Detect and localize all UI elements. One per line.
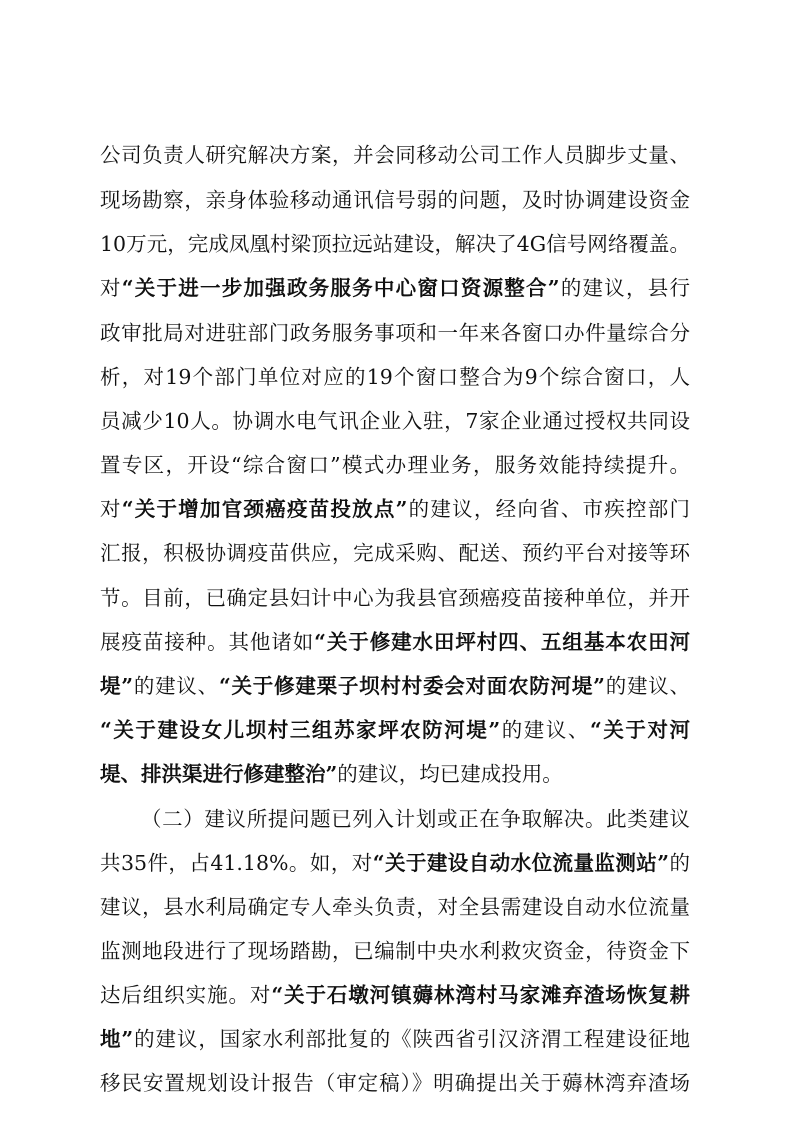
text-run: 的建议、 xyxy=(604,674,690,698)
bold-title: “关于修建水田坪村四、五组基本农田河 xyxy=(314,630,690,654)
text-run: 的建议，均已建成投用。 xyxy=(337,762,563,786)
text-line xyxy=(100,533,690,573)
text-line xyxy=(100,313,690,353)
text-line xyxy=(100,975,690,1015)
text-line xyxy=(100,357,690,397)
text-run: 置专区，开设“综合窗口”模式办理业务，服务效能持续提升。 xyxy=(100,453,690,477)
bold-title: 堤、排洪渠进行修建整治” xyxy=(100,762,338,786)
text-line xyxy=(100,754,690,794)
text-line xyxy=(100,931,690,971)
text-run: 共35件，占41.18%。如，对 xyxy=(100,851,373,875)
text-run: 员减少10人。协调水电气讯企业入驻，7家企业通过授权共同设 xyxy=(100,409,690,433)
bold-title: “关于石墩河镇薅林湾村马家滩弃渣场恢复耕 xyxy=(271,983,690,1007)
text-run: 的建议、 xyxy=(133,674,219,698)
bold-title: 堤” xyxy=(100,674,134,698)
text-run: 析，对19个部门单位对应的19个窗口整合为9个综合窗口，人 xyxy=(100,365,690,389)
text-run: 现场勘察，亲身体验移动通讯信号弱的问题，及时协调建设资金 xyxy=(100,188,690,212)
text-run: 10万元，完成凤凰村梁顶拉远站建设，解决了4G信号网络覆盖。 xyxy=(100,232,690,256)
bold-title: “关于进一步加强政务服务中心窗口资源整合” xyxy=(121,276,560,300)
text-line xyxy=(100,401,690,441)
text-line xyxy=(100,843,690,883)
text-run: 监测地段进行了现场踏勘，已编制中央水利救灾资金，待资金下 xyxy=(100,939,690,963)
text-line xyxy=(100,622,690,662)
text-run: 的建议，经向省、市疾控部门 xyxy=(407,497,690,521)
bold-title: “关于对河 xyxy=(589,718,690,742)
text-run: 对 xyxy=(100,497,122,521)
text-run: 展疫苗接种。其他诸如 xyxy=(100,630,315,654)
text-line xyxy=(100,666,690,706)
text-line xyxy=(100,1019,690,1059)
text-line xyxy=(100,180,690,220)
text-run: 达后组织实施。对 xyxy=(100,983,272,1007)
text-line xyxy=(100,887,690,927)
text-run: 建议，县水利局确定专人牵头负责，对全县需建设自动水位流量 xyxy=(100,895,690,919)
text-run: 的建议、 xyxy=(500,718,590,742)
text-run: 节。目前，已确定县妇计中心为我县官颈癌疫苗接种单位，并开 xyxy=(100,586,690,610)
text-line xyxy=(141,799,690,839)
text-run: 移民安置规划设计报告（审定稿）》明确提出关于薅林湾弃渣场 xyxy=(100,1071,690,1095)
text-run: （二）建议所提问题已列入计划或正在争取解决。此类建议 xyxy=(141,807,690,831)
text-line xyxy=(100,489,690,529)
text-line xyxy=(100,445,690,485)
bold-title: “关于建设女儿坝村三组苏家坪农防河堤” xyxy=(100,718,501,742)
text-run: 政审批局对进驻部门政务服务事项和一年来各窗口办件量综合分 xyxy=(100,321,690,345)
bold-title: “关于建设自动水位流量监测站” xyxy=(372,851,670,875)
bold-title: “关于增加官颈癌疫苗投放点” xyxy=(121,497,408,521)
text-line xyxy=(100,268,690,308)
text-line xyxy=(100,135,690,175)
text-run: 的建议，国家水利部批复的《陕西省引汉济渭工程建设征地 xyxy=(133,1027,690,1051)
bold-title: 地” xyxy=(100,1027,134,1051)
text-run: 对 xyxy=(100,276,122,300)
text-run: 公司负责人研究解决方案，并会同移动公司工作人员脚步丈量、 xyxy=(100,143,690,167)
text-run: 汇报，积极协调疫苗供应，完成采购、配送、预约平台对接等环 xyxy=(100,541,690,565)
text-line xyxy=(100,1063,690,1103)
text-line xyxy=(100,710,690,750)
text-run: 的建议，县行 xyxy=(559,276,690,300)
text-line xyxy=(100,224,690,264)
text-line xyxy=(100,578,690,618)
text-run: 的 xyxy=(669,851,690,875)
bold-title: “关于修建栗子坝村村委会对面农防河堤” xyxy=(218,674,605,698)
